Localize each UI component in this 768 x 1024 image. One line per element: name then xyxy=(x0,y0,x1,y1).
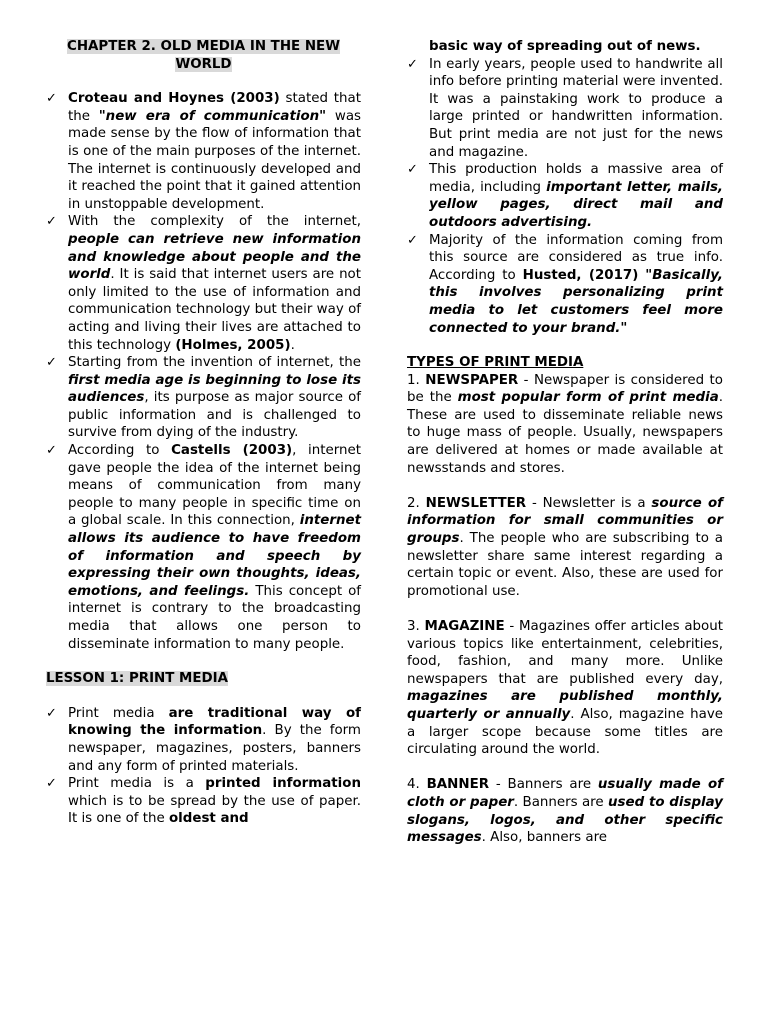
chapter-title: CHAPTER 2. OLD MEDIA IN THE NEW WORLD xyxy=(67,39,340,72)
right-column xyxy=(407,38,723,864)
print-media-bullet-list xyxy=(46,705,361,828)
bullet-print-information: ✓ Print media is a printed information which is to be spread by the use of paper. It is one of the oldest and xyxy=(46,775,361,828)
types-heading: TYPES OF PRINT MEDIA xyxy=(407,355,584,371)
history-bullet-list xyxy=(407,56,723,338)
lesson-title: LESSON 1: PRINT MEDIA xyxy=(46,671,228,687)
bullet-husted: ✓ Majority of the information coming from this source are considered as true info. According to Husted, (2017) "Basically, this involves personalizing print media to let customers feel more connected to your brand." xyxy=(407,232,723,338)
bullet-early-years: ✓ In early years, people used to handwrite all info before printing material were invented. It was a painstaking work to produce a large printed or handwritten information. But print media are not just for the news and magazine. xyxy=(407,56,723,162)
bullet-internet-complexity: ✓ With the complexity of the internet, people can retrieve new information and knowledge about people and the world. It is said that internet users are not only limited to the use of information and communication technology but their way of acting and living their lives are attached to this technology (Holmes, 2005). xyxy=(46,213,361,354)
bullet-massive-area: ✓ This production holds a massive area of media, including important letter, mails, yellow pages, direct mail and outdoors advertising. xyxy=(407,161,723,231)
bullet-print-traditional: ✓ Print media are traditional way of knowing the information. By the form newspaper, magazines, posters, banners and any form of printed materials. xyxy=(46,705,361,775)
continued-text: basic way of spreading out of news. xyxy=(429,39,701,54)
intro-bullet-list xyxy=(46,90,361,653)
type-newsletter: 2. NEWSLETTER - Newsletter is a source of information for small communities or groups. The people who are subscribing to a newsletter share same interest regarding a certain topic or event. Also, these are used for promotional use. xyxy=(407,495,723,599)
bullet-croteau-hoynes: ✓ Croteau and Hoynes (2003) stated that the "new era of communication" was made sense by the flow of information that is one of the main purposes of the internet. The internet is continuously developed and it reached the point that it gained attention in unstoppable development. xyxy=(46,90,361,213)
bullet-first-media-age: ✓ Starting from the invention of internet, the first media age is beginning to lose its audiences, its purpose as major source of public information and is challenged to survive from dying of the industry. xyxy=(46,354,361,442)
type-newspaper: 1. NEWSPAPER - Newspaper is considered to be the most popular form of print media. These are used to disseminate reliable news to huge mass of people. Usually, newspapers are delivered at homes or made available at newsstands and stores. xyxy=(407,372,723,476)
type-magazine: 3. MAGAZINE - Magazines offer articles about various topics like entertainment, celebrities, food, fashion, and many more. Unlike newspapers that are published every day, magazines are published monthly, quarterly or annually. Also, magazine have a larger scope because some titles are circulating around the world. xyxy=(407,619,723,758)
left-column xyxy=(46,38,361,828)
type-banner: 4. BANNER - Banners are usually made of cloth or paper. Banners are used to display slogans, logos, and other specific messages. Also, banners are xyxy=(407,777,723,846)
bullet-castells: ✓ According to Castells (2003), internet gave people the idea of the internet being means of communication from many people to many people in specific time on a global scale. In this connection, internet allows its audience to have freedom of information and speech by expressing their own thoughts, ideas, emotions, and feelings. This concept of internet is contrary to the broadcasting media that allows one person to disseminate information to many people. xyxy=(46,442,361,653)
